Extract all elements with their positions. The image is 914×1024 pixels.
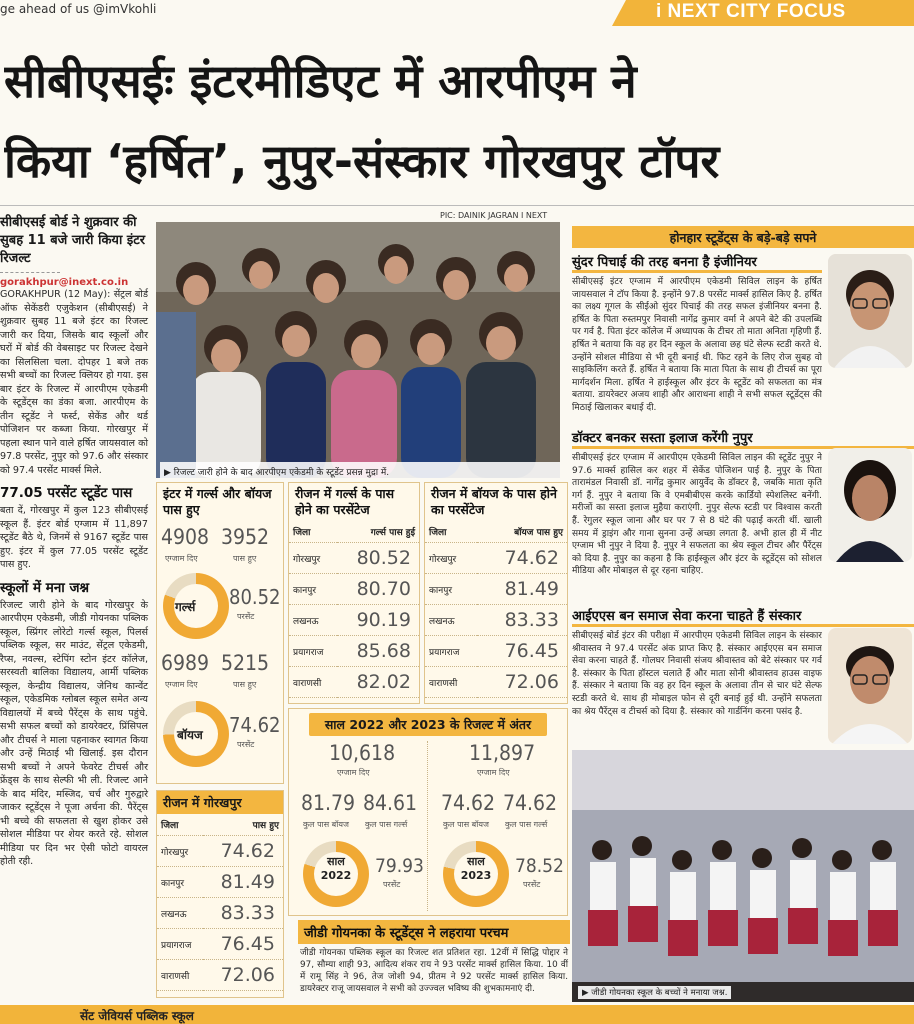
region-gorakhpur-table (157, 814, 283, 991)
table-row (289, 636, 419, 667)
article-para-3: रिजल्ट जारी होने के बाद गोरखपुर के आरपीएम एकेडमी, जीडी गोयनका पब्लिक स्कूल, स्प्रिंगर लोरेटो गर्ल्स स्कूल, पिलर्स पब्लिक स्कूल, सर माउंट, सेंट्रल एकेडमी, रैप्स, नवल्स, स्टेपिंग स्टोन इंटर कॉलेज, सरस्वती बालिका विद्यालय, आर्मी पब्लिक स्कूल, केन्द्रीय विद्यालय, जेनिथ कान्वेंट स्कूल, एकेडमिक ग्लोबल स्कूल समेत अन्य विद्यालयों में बच्चे पैरेंट्स के साथ पहुंचे. सभी सफल बच्चों को डायरेक्टर, प्रिंसिपल और टीचर्स ने माला पहनाकर स्वागत किया और उन्हें मिठाई भी खिलाई. इस दौरान सभी बच्चों ने अपने फेवरेट टीचर्स और फ्रेंड्स के साथ सेल्फी भी ली. रिजल्ट आने के बाद मंदिर, मस्जिद, चर्च और गुरुद्वारे जाकर स्टूडेंट्स ने पूजा अर्चना की. पैरेंट्स भी बच्चे की सफलता से खुश होकर उसे सोशल मीडिया पर शेयर करते रहे. सोशल मीडिया पर दिन भर ऐसी फोटो वायरल होती रही. (0, 599, 148, 867)
year-2023 (429, 737, 567, 913)
district: लखनऊ (157, 898, 203, 929)
story-heading: आईएएस बन समाज सेवा करना चाहते हैं संस्कार (572, 606, 914, 627)
value: 80.52 (337, 543, 419, 574)
girls-pct-label: परसेंट (237, 612, 255, 621)
table-row (425, 636, 567, 667)
gd-text: जीडी गोयनका पब्लिक स्कूल का रिजल्ट शत प्रतिशत रहा. 12वीं में सिद्धि पोद्दार ने 97, सौम्या शाही 93, आदित्य शंकर राय ने 93 परसेंट मार्क्स हासिल किया. 10 वीं में रामू सिंह ने 96, तेज जोशी 94, प्रीतम ने 92 परसेंट मार्क्स हासिल किया. डायरेक्टर राजू जायसवाल ने सभी को उज्ज्वल भविष्य की शुभकामनाएं दी. (300, 948, 568, 994)
col-header: पास हुए (203, 814, 283, 836)
celebration-illustration (572, 750, 914, 1002)
value: 83.33 (203, 898, 283, 929)
district: कानपुर (425, 574, 477, 605)
col-header: जिला (157, 814, 203, 836)
photo-credit: PIC: DAINIK JAGRAN I NEXT (440, 211, 548, 220)
left-article (0, 214, 148, 869)
year-value: 2023 (460, 869, 492, 882)
girls-region-box (288, 482, 420, 704)
boys-pct: 74.62 (229, 713, 281, 737)
girls-label: गर्ल्स (175, 600, 196, 614)
story-text: सीबीएसई बोर्ड इंटर की परीक्षा में आरपीएम एकेडमी सिविल लाइन के संस्कार श्रीवास्तव ने 97.4 परसेंट अंक प्राप्त किए है. संस्कार आईएएस बन समाज सेवा करना चाहते हैं. गोलघर निवासी संजय श्रीवास्तव को बेटे संस्कार पर गर्व है. संस्कार के पिता हॉस्टल चलाते हैं और माता सोनी श्रीवास्तव हाउस वाइफ हैं. संस्कार ने बताया कि वह हर दिन स्कूल के अलावा तीन से चार घंटे सेल्फ स्टडी करते थे. साथ ही मोबाइल फोन से दूरी बनाई हुई थी. उन्होंने सफलता का श्रेय पैरेंट्स व टीचर्स को दिया है. संस्कार को गार्डनिंग करना पसंद है. (572, 631, 822, 717)
table-row (289, 543, 419, 574)
follow-line: ge ahead of us @imVkohli (0, 2, 157, 16)
table-row (289, 605, 419, 636)
district: गोरखपुर (289, 543, 337, 574)
table-row (289, 667, 419, 698)
district: गोरखपुर (425, 543, 477, 574)
value: 76.45 (477, 636, 567, 667)
total-label: एग्जाम दिए (477, 768, 510, 777)
girls-region-title: रीजन में गर्ल्स के पास होने का परसेंटेज (295, 486, 395, 517)
col-header: जिला (289, 521, 337, 543)
region-gorakhpur-title: रीजन में गोरखपुर (157, 791, 283, 814)
boys-appeared: 6989 (161, 651, 210, 675)
next-article-title: सेंट जेवियर्स पब्लिक स्कूल (80, 1009, 194, 1023)
divider (0, 205, 914, 206)
table-row (157, 929, 283, 960)
girls-2022: 84.61 (363, 791, 418, 815)
article-para-2: बता दें, गोरखपुर में कुल 123 सीबीएसई स्कूल हैं. इंटर बोर्ड एग्जाम में 11,897 स्टूडेंट बैठे थे, जिनमें से 9167 स्टूडेंट पास हुए. इंटर में कुल 77.05 परसेंट स्टूडेंट पास हुए. (0, 505, 148, 570)
boys-region-box (424, 482, 568, 704)
girls-pct: 80.52 (229, 585, 281, 609)
crowd-illustration (156, 222, 560, 478)
district: लखनऊ (289, 605, 337, 636)
district: प्रयागराज (157, 929, 203, 960)
district: गोरखपुर (157, 836, 203, 867)
value: 90.19 (337, 605, 419, 636)
district: प्रयागराज (289, 636, 337, 667)
table-row (425, 574, 567, 605)
table-row (157, 898, 283, 929)
value: 80.70 (337, 574, 419, 605)
table-row (425, 543, 567, 574)
story-heading: डॉक्टर बनकर सस्ता इलाज करेंगी नुपुर (572, 428, 914, 449)
sub-headline: सीबीएसई बोर्ड ने शुक्रवार की सुबह 11 बजे जारी किया इंटर रिजल्ट (0, 215, 146, 266)
year-compare-title: साल 2022 और 2023 के रिजल्ट में अंतर (309, 713, 547, 736)
headline-line-2: किया ‘हर्षित’, नुपुर-संस्कार गोरखपुर टॉपर (4, 134, 720, 188)
boys-passed-label: पास हुए (233, 680, 257, 689)
year-value: 2022 (320, 869, 352, 882)
photo-caption: ▶ रिजल्ट जारी होने के बाद आरपीएम एकेडमी के स्टूडेंट प्रसन्न मुद्रा में. (160, 462, 560, 478)
table-row (289, 574, 419, 605)
boys-region-table (425, 521, 567, 698)
headline-line-1: सीबीएसईः इंटरमीडिएट में आरपीएम ने (4, 54, 637, 108)
section-heading: 77.05 परसेंट स्टूडेंट पास (0, 485, 133, 501)
col-header: बॉयज पास हुए (477, 521, 567, 543)
boys-passed: 5215 (221, 651, 270, 675)
story-heading: सुंदर पिचाई की तरह बनना है इंजीनियर (572, 252, 822, 273)
year-word: साल (467, 855, 485, 868)
section-label: i NEXT CITY FOCUS (626, 0, 914, 26)
district: प्रयागराज (425, 636, 477, 667)
district: वाराणसी (289, 667, 337, 698)
celebration-caption: ▶ जीडी गोयनका स्कूल के बच्चों ने मनाया जश्न. (578, 986, 731, 999)
reporter-email[interactable]: gorakhpur@inext.co.in (0, 277, 129, 288)
girls-appeared: 4908 (161, 525, 210, 549)
girls-appeared-label: एग्जाम दिए (165, 554, 198, 563)
year-word: साल (327, 855, 345, 868)
pct-2022: 79.93 (375, 855, 424, 877)
girls-region-table (289, 521, 419, 698)
region-gorakhpur-box (156, 790, 284, 998)
pass-box-title: इंटर में गर्ल्स और बॉयज पास हुए (163, 486, 272, 517)
next-article-band (0, 1005, 914, 1024)
table-row (157, 960, 283, 991)
district: वाराणसी (425, 667, 477, 698)
boys-label: कुल पास बॉयज (443, 820, 489, 829)
value: 83.33 (477, 605, 567, 636)
section-heading: स्कूलों में मना जश्न (0, 579, 90, 596)
table-row (425, 667, 567, 698)
story-text: सीबीएसई इंटर एग्जाम में आरपीएम एकेडमी सिविल लाइन के हर्षित जायसवाल ने टॉप किया है. इन्होंने 97.8 परसेंट मार्क्स हासिल किए है. हर्षित का लक्ष्य गूगल के सीईओ सुंदर पिचाई की तरह सफल इंजीनियर बनना है. हर्षित के पिता रुस्तमपुर निवासी नागेंद्र कुमार वर्मा ने अपने बेटे की उपलब्धि पर गर्व है. पिता इंटर कॉलेज में अध्यापक के टीचर तो माता अनिता गृहिणी हैं. हर्षित ने बताया कि वह हर दिन स्कूल के अलावा छह घंटे सेल्फ स्टडी करते थे. उन्होंने सोशल मीडिया से भी दूरी बनाई थी. फिट रहने के लिए रोज सुबह वो साइकिलिंग करते हैं. हर्षित ने बताया कि माता पिता के साथ ही टीचर्स का पूरा मार्गदर्शन मिला. हर्षित ने हाईस्कूल और इंटर के स्टूडेंट को सफलता का मंत्र बताया. डायरेक्टर अजय शाही और आराधना शाही ने सभी सफल स्टूडेंट्स की मिठाई खिलाकर बधाई दी. (572, 277, 822, 413)
girls-label: कुल पास गर्ल्स (365, 820, 408, 829)
boys-pct-label: परसेंट (237, 740, 255, 749)
sanskar-photo (828, 628, 912, 744)
girls-passed-label: पास हुए (233, 554, 257, 563)
district: लखनऊ (425, 605, 477, 636)
article-para-1: GORAKHPUR (12 May): सेंट्रल बोर्ड ऑफ सेकेंडरी एजुकेशन (सीबीएसई) ने शुक्रवार सुबह 11 बजे इंटर का रिजल्ट जारी कर दिया, जिसके बाद स्कूलों और घरों में बोर्ड की वेबसाइट पर रिजल्ट देखने का सिलसिला चला. दोपहर 1 बजे तक सभी बच्चों का रिजल्ट क्लियर हो गया. इस बार इंटर के रिजल्ट में आरपीएम एकेडमी के स्टूडेंट्स का डंका बजा. आरपीएम के तीन स्टूडेंट ने फर्स्ट, सेकेंड और थर्ड पोजिशन पर कब्जा किया. गोरखपुर में पहला स्थान पाने वाले हर्षित जायसवाल को 97.8 परसेंट, नुपुर को 97.6 और संस्कार को 97.4 परसेंट मार्क्स मिले. (0, 289, 148, 476)
value: 74.62 (203, 836, 283, 867)
boys-region-title: रीजन में बॉयज के पास होने का परसेंटेज (431, 486, 557, 517)
col-header: जिला (425, 521, 477, 543)
story-text: सीबीएसई इंटर एग्जाम में आरपीएम एकेडमी सिविल लाइन की स्टूडेंट नुपुर ने 97.6 मार्क्स हासिल कर शहर में सेकेंड पोजिशन पाई है. नुपुर के पिता तारामंडल निवासी डॉ. नागेंद्र कुमार आयुर्वेद के डॉक्टर है, जबकि माता कृति गर्ग हैं. नुपुर ने बताया कि वे एमबीबीएस करके कार्डियो स्पेशलिस्ट बनेंगी. मरीजों का सस्ता इलाज मुहैया कराएंगी. नुपुर सेल्फ स्टडी पर विश्वास करती हैं. रेगुलर स्कूल जाना और घर पर 7 से 8 घंटे की पढ़ाई करती थीं. खाली समय में ड्राइंग और गाना सुनना उन्हें अच्छा लगता है. अभी हाल ही में नीट एग्जाम भी नुपुर ने दिया है. नुपुर ने सफलता का श्रेय स्कूल टीचर और पैरेंट्स को दिया है. नुपुर का कहना है कि हाईस्कूल और इंटर के स्टूडेंट्स को सोशल मीडिया और मोबाइल से दूर रहना चाहिए. (572, 453, 822, 577)
right-band-title: होनहार स्टूडेंट्स के बड़े-बड़े सपने (572, 226, 914, 248)
value: 81.49 (477, 574, 567, 605)
boys-label: बॉयज (177, 728, 203, 742)
harshit-photo (828, 254, 912, 368)
boys-appeared-label: एग्जाम दिए (165, 680, 198, 689)
table-row (157, 836, 283, 867)
nupur-photo (828, 448, 912, 562)
boys-2023: 74.62 (441, 791, 496, 815)
table-row (425, 605, 567, 636)
value: 82.02 (337, 667, 419, 698)
boys-label: कुल पास बॉयज (303, 820, 349, 829)
girls-2023: 74.62 (503, 791, 558, 815)
gd-title: जीडी गोयनका के स्टूडेंट्स ने लहराया परचम (298, 920, 570, 944)
pct-label: परसेंट (383, 880, 401, 889)
table-row (157, 867, 283, 898)
value: 81.49 (203, 867, 283, 898)
value: 76.45 (203, 929, 283, 960)
pass-box (156, 482, 284, 784)
girls-passed: 3952 (221, 525, 270, 549)
girls-label: कुल पास गर्ल्स (505, 820, 548, 829)
value: 85.68 (337, 636, 419, 667)
gd-celebration-photo (572, 750, 914, 1002)
value: 72.06 (477, 667, 567, 698)
total-2022: 10,618 (329, 741, 396, 765)
gd-goenka-article (298, 920, 570, 998)
year-compare-box (288, 708, 568, 916)
year-2022 (289, 737, 427, 913)
district: कानपुर (289, 574, 337, 605)
value: 74.62 (477, 543, 567, 574)
value: 72.06 (203, 960, 283, 991)
total-label: एग्जाम दिए (337, 768, 370, 777)
district: कानपुर (157, 867, 203, 898)
boys-2022: 81.79 (301, 791, 356, 815)
district: वाराणसी (157, 960, 203, 991)
pct-2023: 78.52 (515, 855, 564, 877)
col-header: गर्ल्स पास हुई (337, 521, 419, 543)
total-2023: 11,897 (469, 741, 536, 765)
pct-label: परसेंट (523, 880, 541, 889)
students-photo (156, 222, 560, 478)
